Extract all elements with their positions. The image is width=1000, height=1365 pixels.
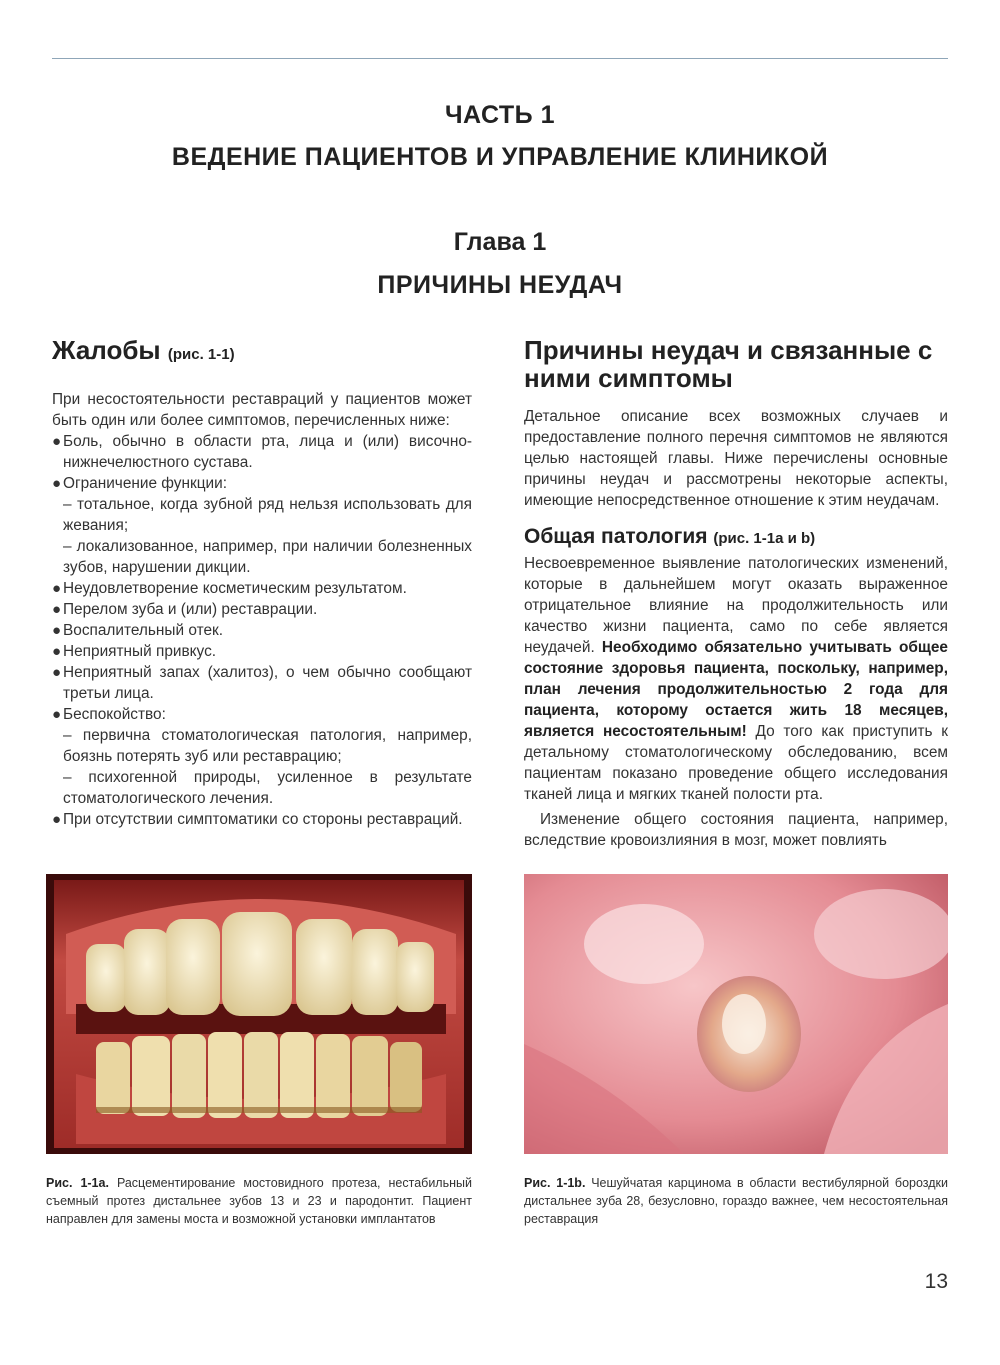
- paragraph-emphasis: Необходимо обязательно учитывать общее состояние здоровья пациента, поскольку, например, план лечения продолжительностью 2 года для пациента, которому остается жить 18 месяцев, является несостоятельным!: [524, 639, 948, 740]
- bullet-icon: ●: [52, 643, 62, 660]
- causes-intro: Детальное описание всех возможных случаев и предоставление полного перечня симптомов не являются целью настоящей главы. Ниже перечислены основные причины неудач и рассмотрены некоторые аспекты, имеющие непосредственное отношение к этим неудачам.: [524, 408, 948, 509]
- chapter-number: Глава 1: [453, 228, 547, 256]
- bullet-icon: ●: [52, 664, 62, 681]
- figure-1-1a-caption: [46, 1174, 472, 1228]
- chapter-title: ПРИЧИНЫ НЕУДАЧ: [377, 271, 623, 299]
- bullet-icon: ●: [52, 580, 62, 597]
- list-item: ● Перелом зуба и (или) реставрации.: [52, 601, 318, 618]
- part-title: ЧАСТЬ 1: [444, 101, 556, 129]
- list-item: ● Боль, обычно в области рта, лица и (или) височно-нижнечелюстного сустава.: [52, 433, 472, 471]
- bullet-icon: ●: [52, 433, 62, 450]
- complaints-heading: [52, 336, 472, 369]
- complaints-heading-text: Жалобы: [52, 335, 161, 365]
- sub-item: – первична стоматологическая патология, например, боязнь потерять зуб или реставрацию;: [63, 727, 472, 765]
- complaints-intro: При несостоятельности реставраций у пациентов может быть один или более симптомов, перечисленных ниже:: [52, 391, 472, 429]
- list-item: ● Беспокойство:: [52, 706, 166, 723]
- figure-1-1b-text: Чешуйчатая карцинома в области вестибулярной бороздки дистальнее зуба 28, безусловно, гораздо важнее, чем несостоятельная реставрация: [524, 1176, 948, 1226]
- paragraph-start: Несвоевременное выявление патологических изменений, которые в дальнейшем могут оказать выраженное отрицательное влияние на продолжительность или качество жизни пациента, само по себе является неудачей.: [524, 555, 948, 656]
- bullet-icon: ●: [52, 475, 62, 492]
- left-column: [52, 336, 472, 830]
- paragraph-end: До того как приступить к детальному стоматологическому обследованию, всем пациентам показано проведение общего исследования тканей лица и мягких тканей полости рта.: [524, 723, 949, 803]
- bullet-icon: ●: [52, 706, 62, 723]
- right-column: [524, 336, 948, 851]
- figure-1-1b-caption: [524, 1174, 948, 1228]
- general-pathology-heading-text: Общая патология: [524, 525, 708, 548]
- bullet-icon: ●: [52, 811, 62, 828]
- top-rule: [52, 58, 948, 59]
- complaints-heading-ref: (рис. 1-1): [167, 346, 235, 363]
- bullet-icon: ●: [52, 601, 62, 618]
- bullet-icon: ●: [52, 622, 62, 639]
- figure-1-1a-label: Рис. 1-1a.: [46, 1176, 109, 1190]
- page-number: 13: [924, 1270, 948, 1293]
- causes-heading: Причины неудач и связанные с ними симптомы: [524, 335, 933, 393]
- list-item: ● Неудовлетворение косметическим результатом.: [52, 580, 407, 597]
- sub-item: – тотальное, когда зубной ряд нельзя использовать для жевания;: [63, 496, 472, 534]
- figure-1-1b-label: Рис. 1-1b.: [524, 1176, 586, 1190]
- general-pathology-paragraph: [524, 553, 948, 805]
- part-subtitle: ВЕДЕНИЕ ПАЦИЕНТОВ И УПРАВЛЕНИЕ КЛИНИКОЙ: [171, 143, 829, 171]
- figure-1-1a-photo: [46, 874, 472, 1154]
- list-item: ● Неприятный запах (халитоз), о чем обычно сообщают третьи лица.: [52, 664, 472, 702]
- list-item: ● При отсутствии симптоматики со стороны реставраций.: [52, 811, 463, 828]
- carcinoma-photo-image: [524, 874, 948, 1154]
- list-item: ● Ограничение функции:: [52, 475, 228, 492]
- general-pathology-heading-ref: (рис. 1-1a и b): [713, 530, 816, 547]
- teeth-photo-image: [46, 874, 472, 1154]
- figure-1-1b-photo: [524, 874, 948, 1154]
- sub-item: – психогенной природы, усиленное в результате стоматологического лечения.: [63, 769, 472, 807]
- sub-item: – локализованное, например, при наличии болезненных зубов, нарушении дикции.: [63, 538, 472, 576]
- list-item: ● Воспалительный отек.: [52, 622, 224, 639]
- figure-1-1a-text: Расцементирование мостовидного протеза, нестабильный съемный протез дистальнее зубов 13 и 23 и пародонтит. Пациент направлен для замены моста и возможной установки имплантатов: [46, 1176, 472, 1226]
- general-pathology-heading: [524, 525, 948, 551]
- general-pathology-paragraph-2: Изменение общего состояния пациента, например, вследствие кровоизлияния в мозг, может повлиять: [524, 811, 948, 849]
- list-item: ● Неприятный привкус.: [52, 643, 217, 660]
